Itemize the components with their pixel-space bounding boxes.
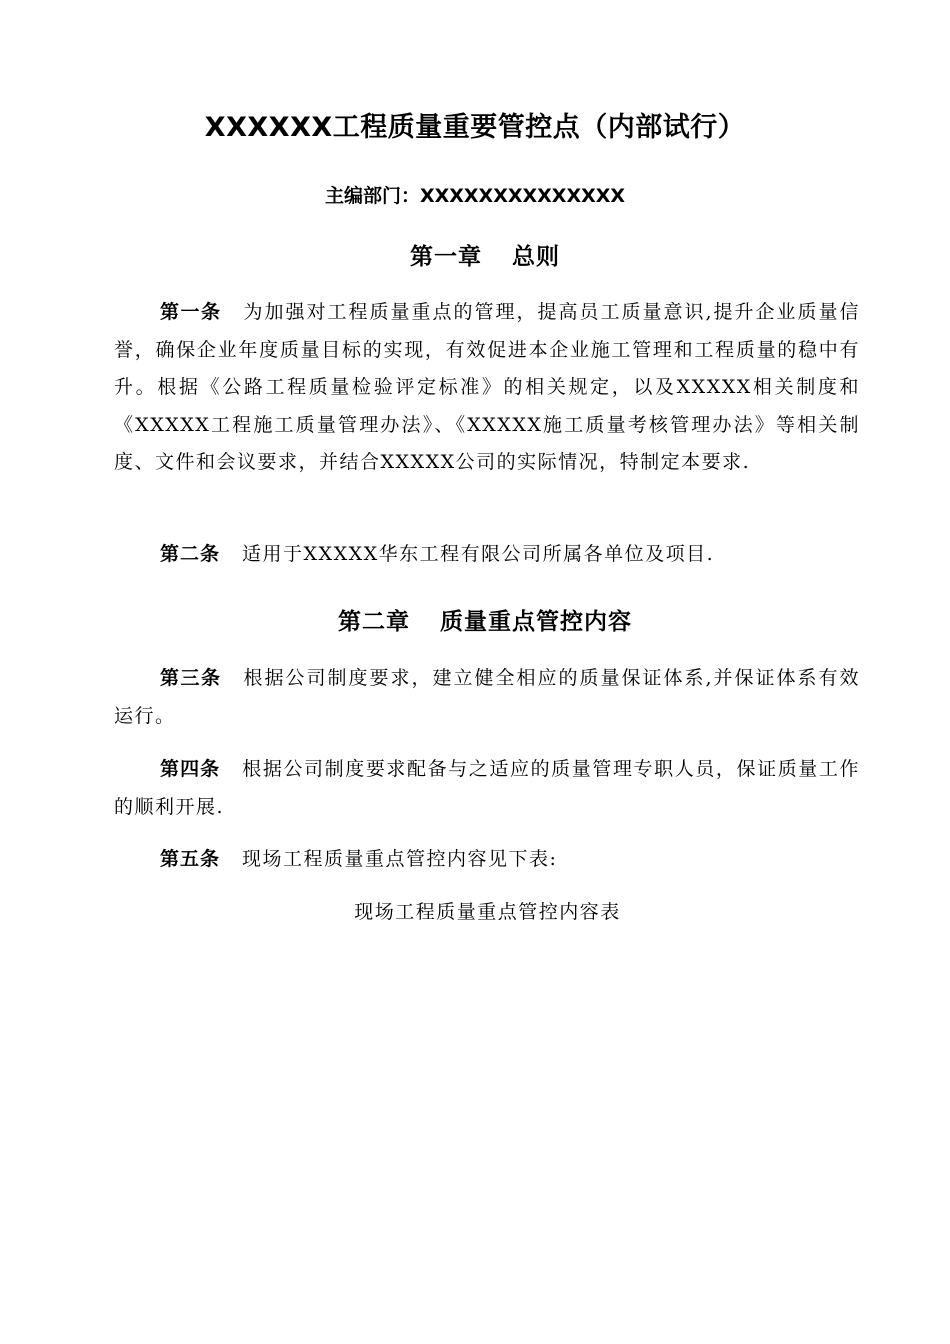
chapter-number: 第二章 <box>338 609 410 635</box>
chapter-number: 第一章 <box>410 244 482 270</box>
editor-department-line: 主编部门：XXXXXXXXXXXXXX <box>324 185 626 207</box>
chapter-heading-1 <box>0 239 950 275</box>
article-label: 第四条 <box>160 758 221 780</box>
article-label: 第三条 <box>160 667 222 689</box>
article-text: 现场工程质量重点管控内容见下表: <box>242 848 558 870</box>
document-title: XXXXXX工程质量重要管控点（内部试行） <box>204 112 746 143</box>
article-2 <box>114 536 860 574</box>
article-5 <box>114 841 860 879</box>
article-1 <box>114 294 860 482</box>
chapter-name: 质量重点管控内容 <box>440 609 632 635</box>
article-text: 根据公司制度要求，建立健全相应的质量保证体系,并保证体系有效运行。 <box>114 667 860 727</box>
article-text: 适用于XXXXX华东工程有限公司所属各单位及项目. <box>242 543 715 565</box>
chapter-heading-2 <box>0 604 950 640</box>
article-text: 根据公司制度要求配备与之适应的质量管理专职人员，保证质量工作的顺利开展. <box>114 758 860 818</box>
chapter-name: 总则 <box>512 244 560 270</box>
article-text: 为加强对工程质量重点的管理，提高员工质量意识,提升企业质量信誉，确保企业年度质量目标的实现，有效促进本企业施工管理和工程质量的稳中有升。根据《公路工程质量检验评定标准》的相关规定，以及XXXXX相关制度和《XXXXX工程施工质量管理办法》、《XXXXX施工质量考核管理办法》等相关制度、文件和会议要求，并结合XXXXX公司的实际情况，特制定本要求. <box>114 301 860 473</box>
article-label: 第二条 <box>160 543 221 565</box>
table-caption: 现场工程质量重点管控内容表 <box>354 901 621 923</box>
article-4 <box>114 751 860 826</box>
article-label: 第一条 <box>160 301 222 323</box>
article-label: 第五条 <box>160 848 221 870</box>
article-3 <box>114 660 860 735</box>
